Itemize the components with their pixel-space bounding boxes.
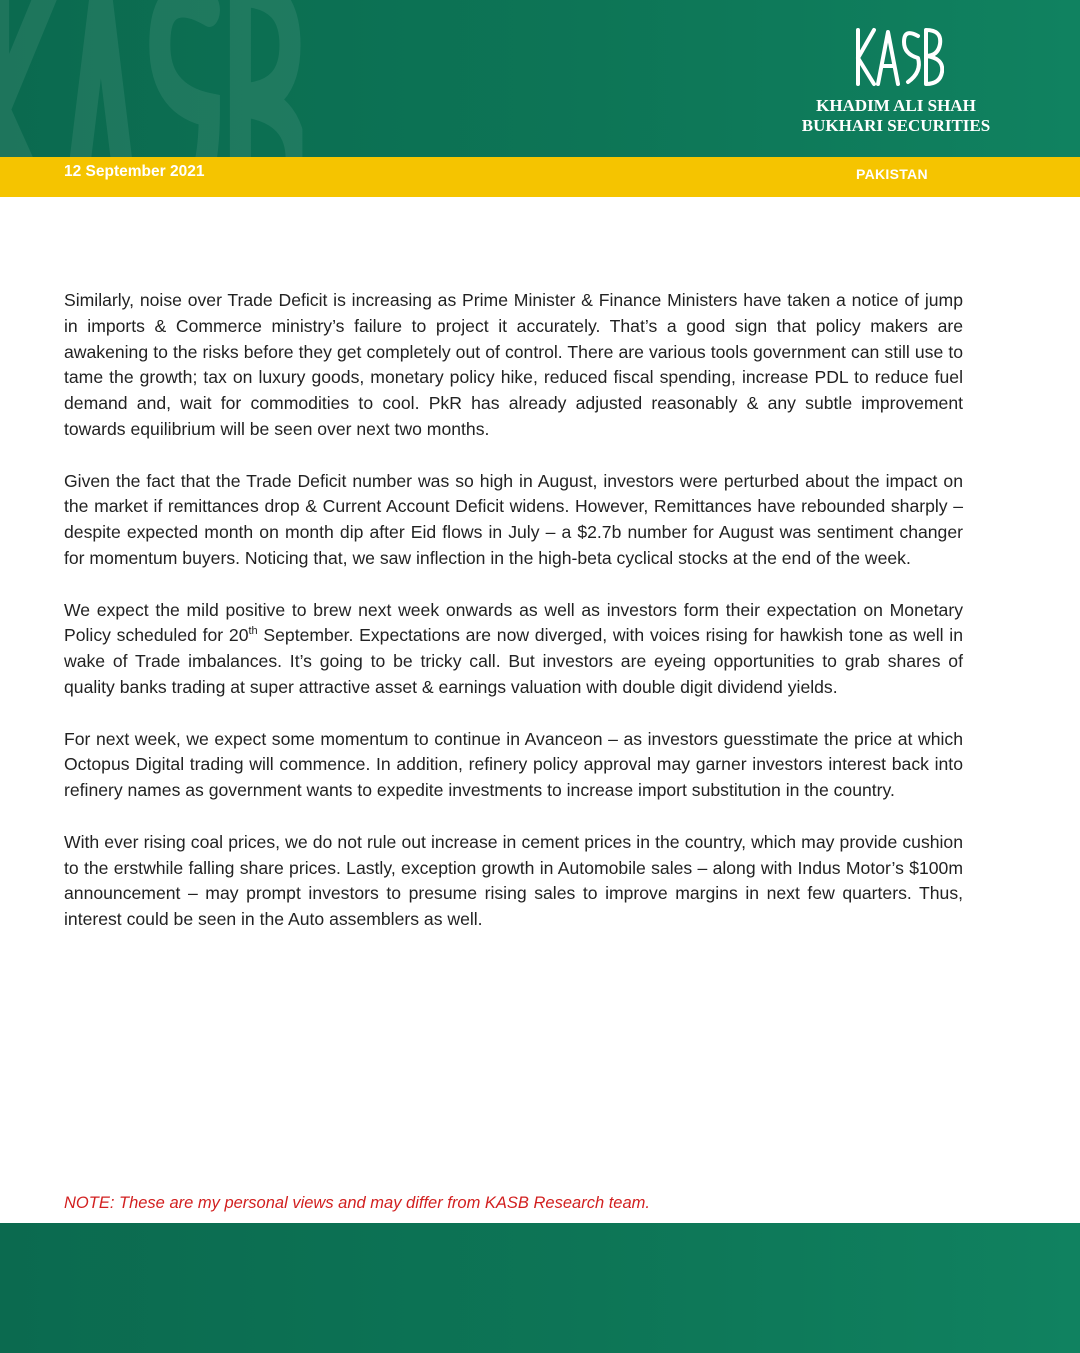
country-label: PAKISTAN xyxy=(856,166,928,182)
paragraph-3-part1: We expect the mild positive to brew next week onwards as well as investors form their expectation on Monetary Policy scheduled for 20 xyxy=(64,599,963,646)
company-name xyxy=(790,96,1002,136)
company-name-line2: BUKHARI SECURITIES xyxy=(801,116,991,135)
paragraph-2: Given the fact that the Trade Deficit number was so high in August, investors were perturbed about the impact on the market if remittances drop & Current Account Deficit widens. However, Remittances have rebounded sharply – despite expected month on month dip after Eid flows in July – a $2.7b number for August was sentiment changer for momentum buyers. Noticing that, we saw inflection in the high-beta cyclical stocks at the end of the week. xyxy=(64,470,963,568)
footer-banner xyxy=(0,1223,1080,1353)
paragraph-3-part2: September. Expectations are now diverged, with voices rising for hawkish tone as well in wake of Trade imbalances. It’s going to be tricky call. But investors are eyeing opportunities to grab shares of quality banks trading at super attractive asset & earnings valuation with double digit dividend yields. xyxy=(64,625,963,697)
kasb-logo-icon xyxy=(852,24,944,90)
paragraph-4: For next week, we expect some momentum to continue in Avanceon – as investors guesstimate the price at which Octopus Digital trading will commence. In addition, refinery policy approval may garner investors interest back into refinery names as government wants to expedite investments to increase import substitution in the country. xyxy=(64,728,963,801)
kasb-watermark xyxy=(0,0,302,157)
ordinal-superscript: th xyxy=(248,625,258,638)
company-name-line1: KHADIM ALI SHAH xyxy=(816,96,976,115)
report-date: 12 September 2021 xyxy=(64,163,205,180)
paragraph-1: Similarly, noise over Trade Deficit is increasing as Prime Minister & Finance Ministers have taken a notice of jump in imports & Commerce ministry’s failure to project it accurately. That’s a good sign that policy makers are awakening to the risks before they get completely out of control. There are various tools government can still use to tame the growth; tax on luxury goods, monetary policy hike, reduced fiscal spending, increase PDL to reduce fuel demand and, wait for commodities to cool. PkR has already adjusted reasonably & any subtle improvement towards equilibrium will be seen over next two months. xyxy=(64,290,963,439)
header-banner xyxy=(0,0,1080,157)
paragraph-5: With ever rising coal prices, we do not rule out increase in cement prices in the country, which may provide cushion to the erstwhile falling share prices. Lastly, exception growth in Automobile sales – along with Indus Motor’s $100m announcement – may prompt investors to presume rising sales to improve margins in next few quarters. Thus, interest could be seen in the Auto assemblers as well. xyxy=(64,831,963,930)
disclaimer-note: NOTE: These are my personal views and may differ from KASB Research team. xyxy=(64,1194,650,1212)
paragraph-3 xyxy=(64,598,963,701)
report-body xyxy=(64,288,963,959)
